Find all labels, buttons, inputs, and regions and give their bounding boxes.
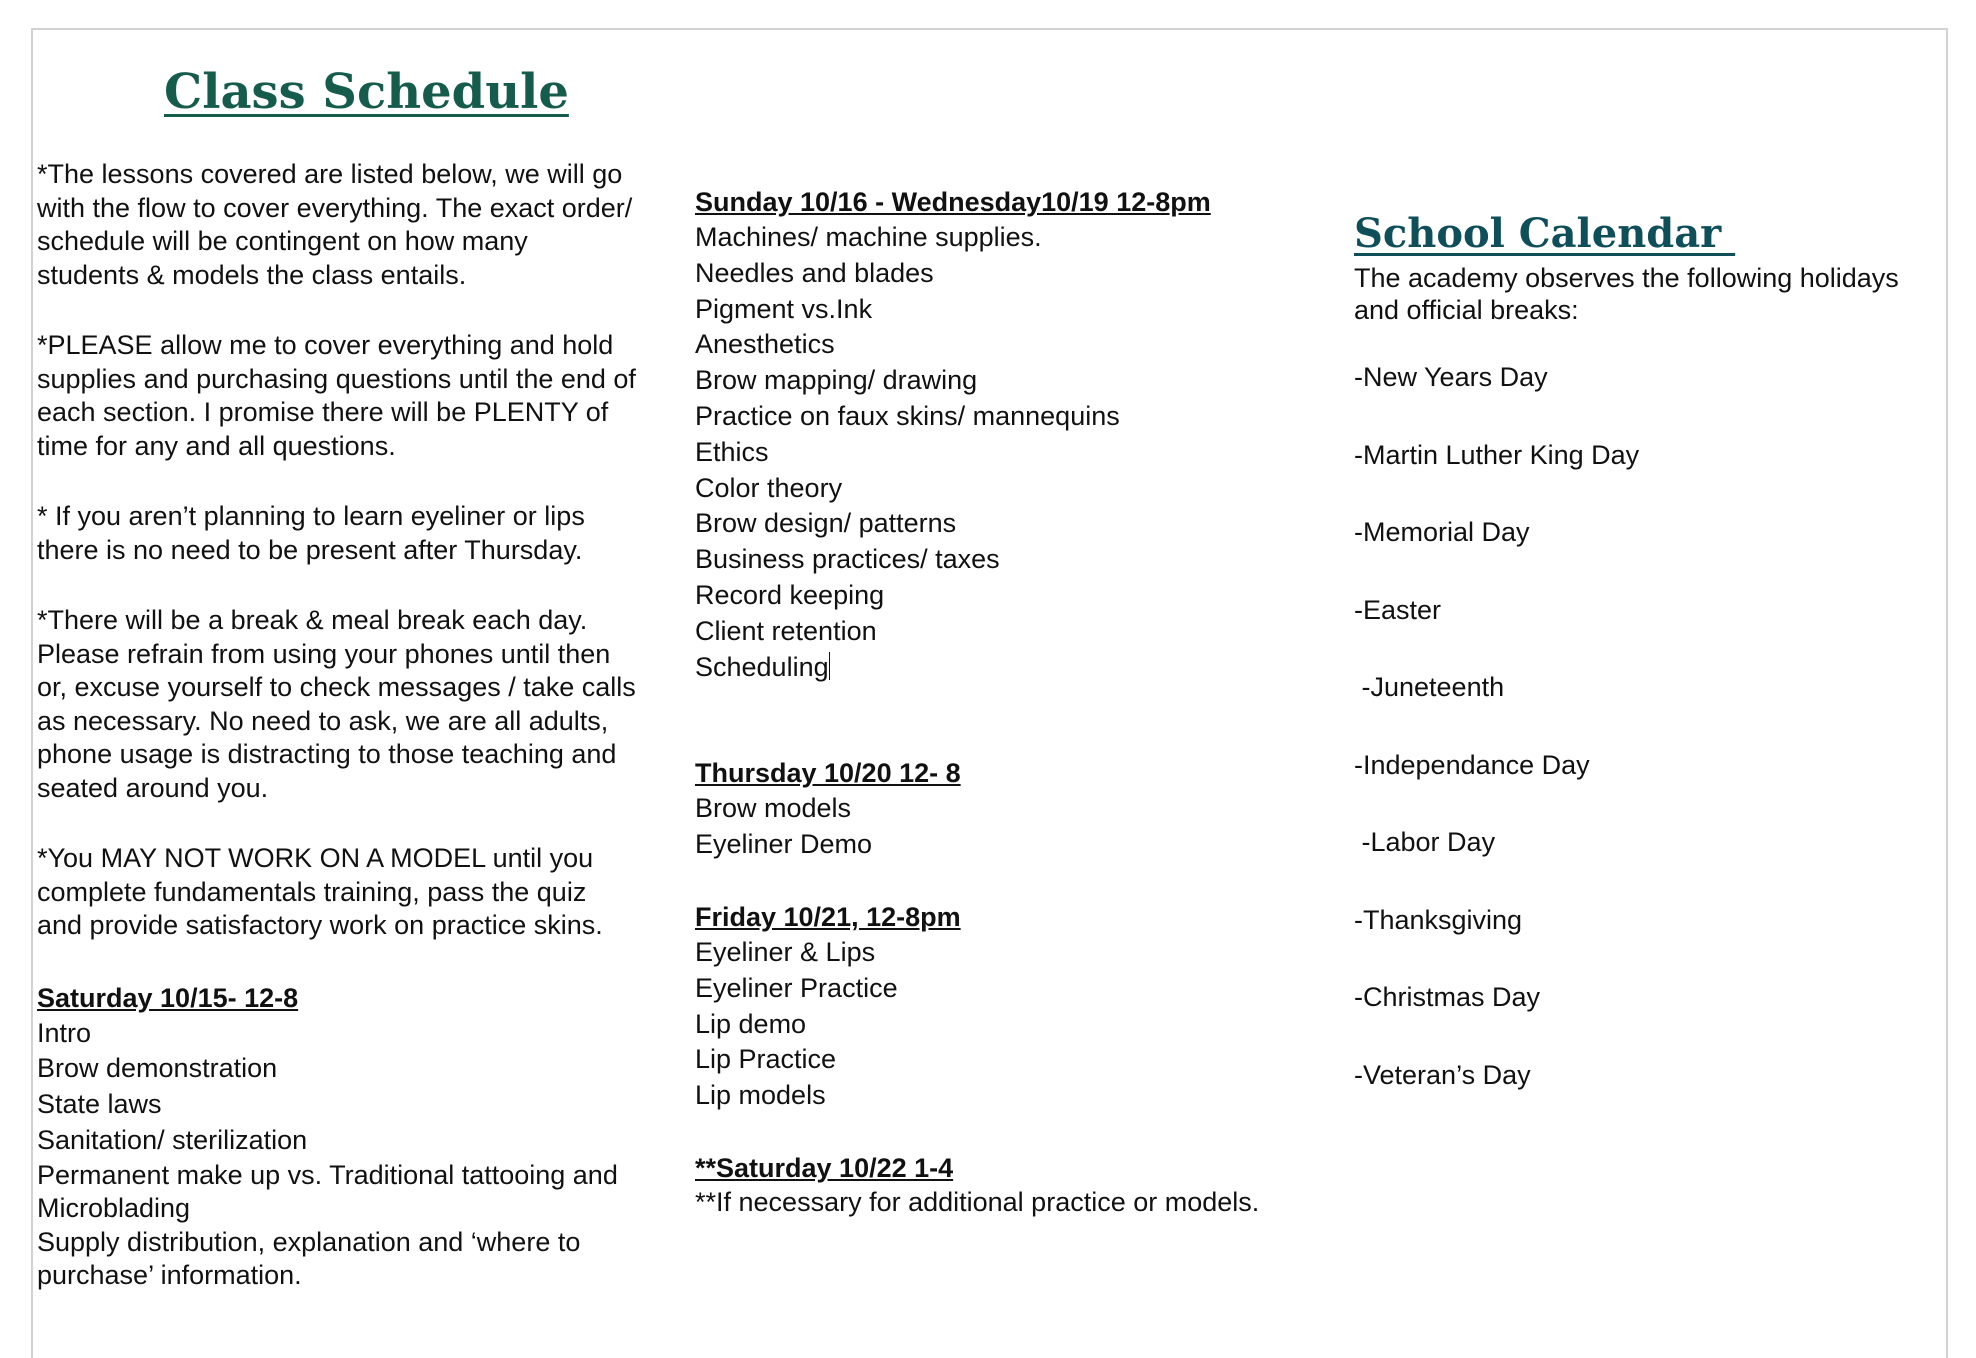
list-item: Anesthetics bbox=[695, 329, 835, 360]
list-item: Practice on faux skins/ mannequins bbox=[695, 400, 1120, 431]
list-item: Lip demo bbox=[695, 1008, 807, 1039]
calendar-column bbox=[1354, 210, 1914, 1135]
thursday-heading: Thursday 10/20 12- 8 bbox=[695, 758, 961, 789]
thursday-list bbox=[695, 791, 1315, 863]
sunday-heading: Sunday 10/16 - Wednesday10/19 12-8pm bbox=[695, 187, 1211, 217]
saturday2-section bbox=[695, 1150, 1315, 1220]
list-item: Business practices/ taxes bbox=[695, 544, 1000, 575]
list-item: Lip models bbox=[695, 1080, 826, 1111]
calendar-intro: The academy observes the following holidays and official breaks: bbox=[1354, 263, 1899, 325]
saturday2-note: **If necessary for additional practice or models. bbox=[695, 1186, 1260, 1217]
list-item: Machines/ machine supplies. bbox=[695, 222, 1042, 252]
friday-heading: Friday 10/21, 12-8pm bbox=[695, 901, 961, 932]
note-4: *There will be a break & meal break each day. Please refrain from using your phones until then or, excuse yourself to check messages / take calls as necessary. No need to ask, we are all adults, phone usage is distracting to those teaching and seated around you. bbox=[37, 605, 636, 803]
list-item: State laws bbox=[37, 1089, 162, 1120]
list-item: Color theory bbox=[695, 472, 843, 503]
thursday-section bbox=[695, 755, 1315, 863]
spacer bbox=[695, 863, 1315, 899]
holiday-item: -Martin Luther King Day bbox=[1354, 439, 1640, 470]
list-item: Intro bbox=[37, 1017, 92, 1048]
holiday-item: -Veteran’s Day bbox=[1354, 1059, 1531, 1090]
list-item: Permanent make up vs. Traditional tattooing and Microblading bbox=[37, 1159, 618, 1224]
list-item: Eyeliner Demo bbox=[695, 829, 873, 860]
list-item: Pigment vs.Ink bbox=[695, 293, 873, 324]
list-item: Supply distribution, explanation and ‘where to purchase’ information. bbox=[37, 1226, 581, 1291]
list-item: Needles and blades bbox=[695, 257, 934, 288]
note-3: * If you aren’t planning to learn eyeliner or lips there is no need to be present after Thursday. bbox=[37, 501, 585, 565]
sunday-list bbox=[695, 220, 1315, 685]
note-2: *PLEASE allow me to cover everything and hold supplies and purchasing questions until the end of each section. I promise there will be PLENTY of time for any and all questions. bbox=[37, 330, 636, 461]
saturday2-heading: **Saturday 10/22 1-4 bbox=[695, 1152, 954, 1183]
list-item: Lip Practice bbox=[695, 1044, 837, 1075]
schedule-column bbox=[695, 184, 1315, 1219]
list-item-text: Scheduling bbox=[695, 651, 829, 682]
text-cursor bbox=[829, 652, 830, 680]
list-item: Record keeping bbox=[695, 579, 885, 610]
list-item: Brow models bbox=[695, 793, 852, 824]
saturday-section bbox=[37, 980, 637, 1293]
list-item: Brow design/ patterns bbox=[695, 508, 957, 539]
note-5: *You MAY NOT WORK ON A MODEL until you complete fundamentals training, pass the quiz and provide satisfactory work on practice skins. bbox=[37, 843, 603, 940]
holiday-item: -Juneteenth bbox=[1354, 672, 1505, 702]
list-item: Brow mapping/ drawing bbox=[695, 365, 978, 396]
saturday-list bbox=[37, 1016, 637, 1293]
list-item-last[interactable] bbox=[695, 650, 1315, 686]
notes-column bbox=[37, 158, 637, 1293]
sunday-section bbox=[695, 184, 1315, 685]
list-item: Sanitation/ sterilization bbox=[37, 1124, 308, 1155]
holiday-item: -Independance Day bbox=[1354, 749, 1590, 780]
calendar-title: School Calendar bbox=[1354, 210, 1736, 257]
list-item: Eyeliner & Lips bbox=[695, 936, 876, 967]
holiday-item: -Labor Day bbox=[1354, 827, 1496, 857]
holiday-item: -Easter bbox=[1354, 594, 1442, 625]
holiday-item: -Thanksgiving bbox=[1354, 904, 1523, 935]
page-title: Class Schedule bbox=[164, 64, 569, 120]
list-item: Client retention bbox=[695, 615, 877, 646]
list-item: Eyeliner Practice bbox=[695, 972, 898, 1003]
holiday-item: -Christmas Day bbox=[1354, 982, 1541, 1012]
friday-list bbox=[695, 935, 1315, 1114]
saturday-heading: Saturday 10/15- 12-8 bbox=[37, 982, 299, 1013]
note-1: *The lessons covered are listed below, we will go with the flow to cover everything. The exact order/ schedule will be contingent on how many students & models the class entails. bbox=[37, 159, 633, 290]
list-item: Brow demonstration bbox=[37, 1053, 278, 1084]
spacer bbox=[695, 1114, 1315, 1150]
spacer bbox=[695, 685, 1315, 755]
holiday-item: -Memorial Day bbox=[1354, 517, 1530, 547]
friday-section bbox=[695, 899, 1315, 1114]
holiday-item: -New Years Day bbox=[1354, 362, 1548, 392]
list-item: Ethics bbox=[695, 436, 769, 467]
